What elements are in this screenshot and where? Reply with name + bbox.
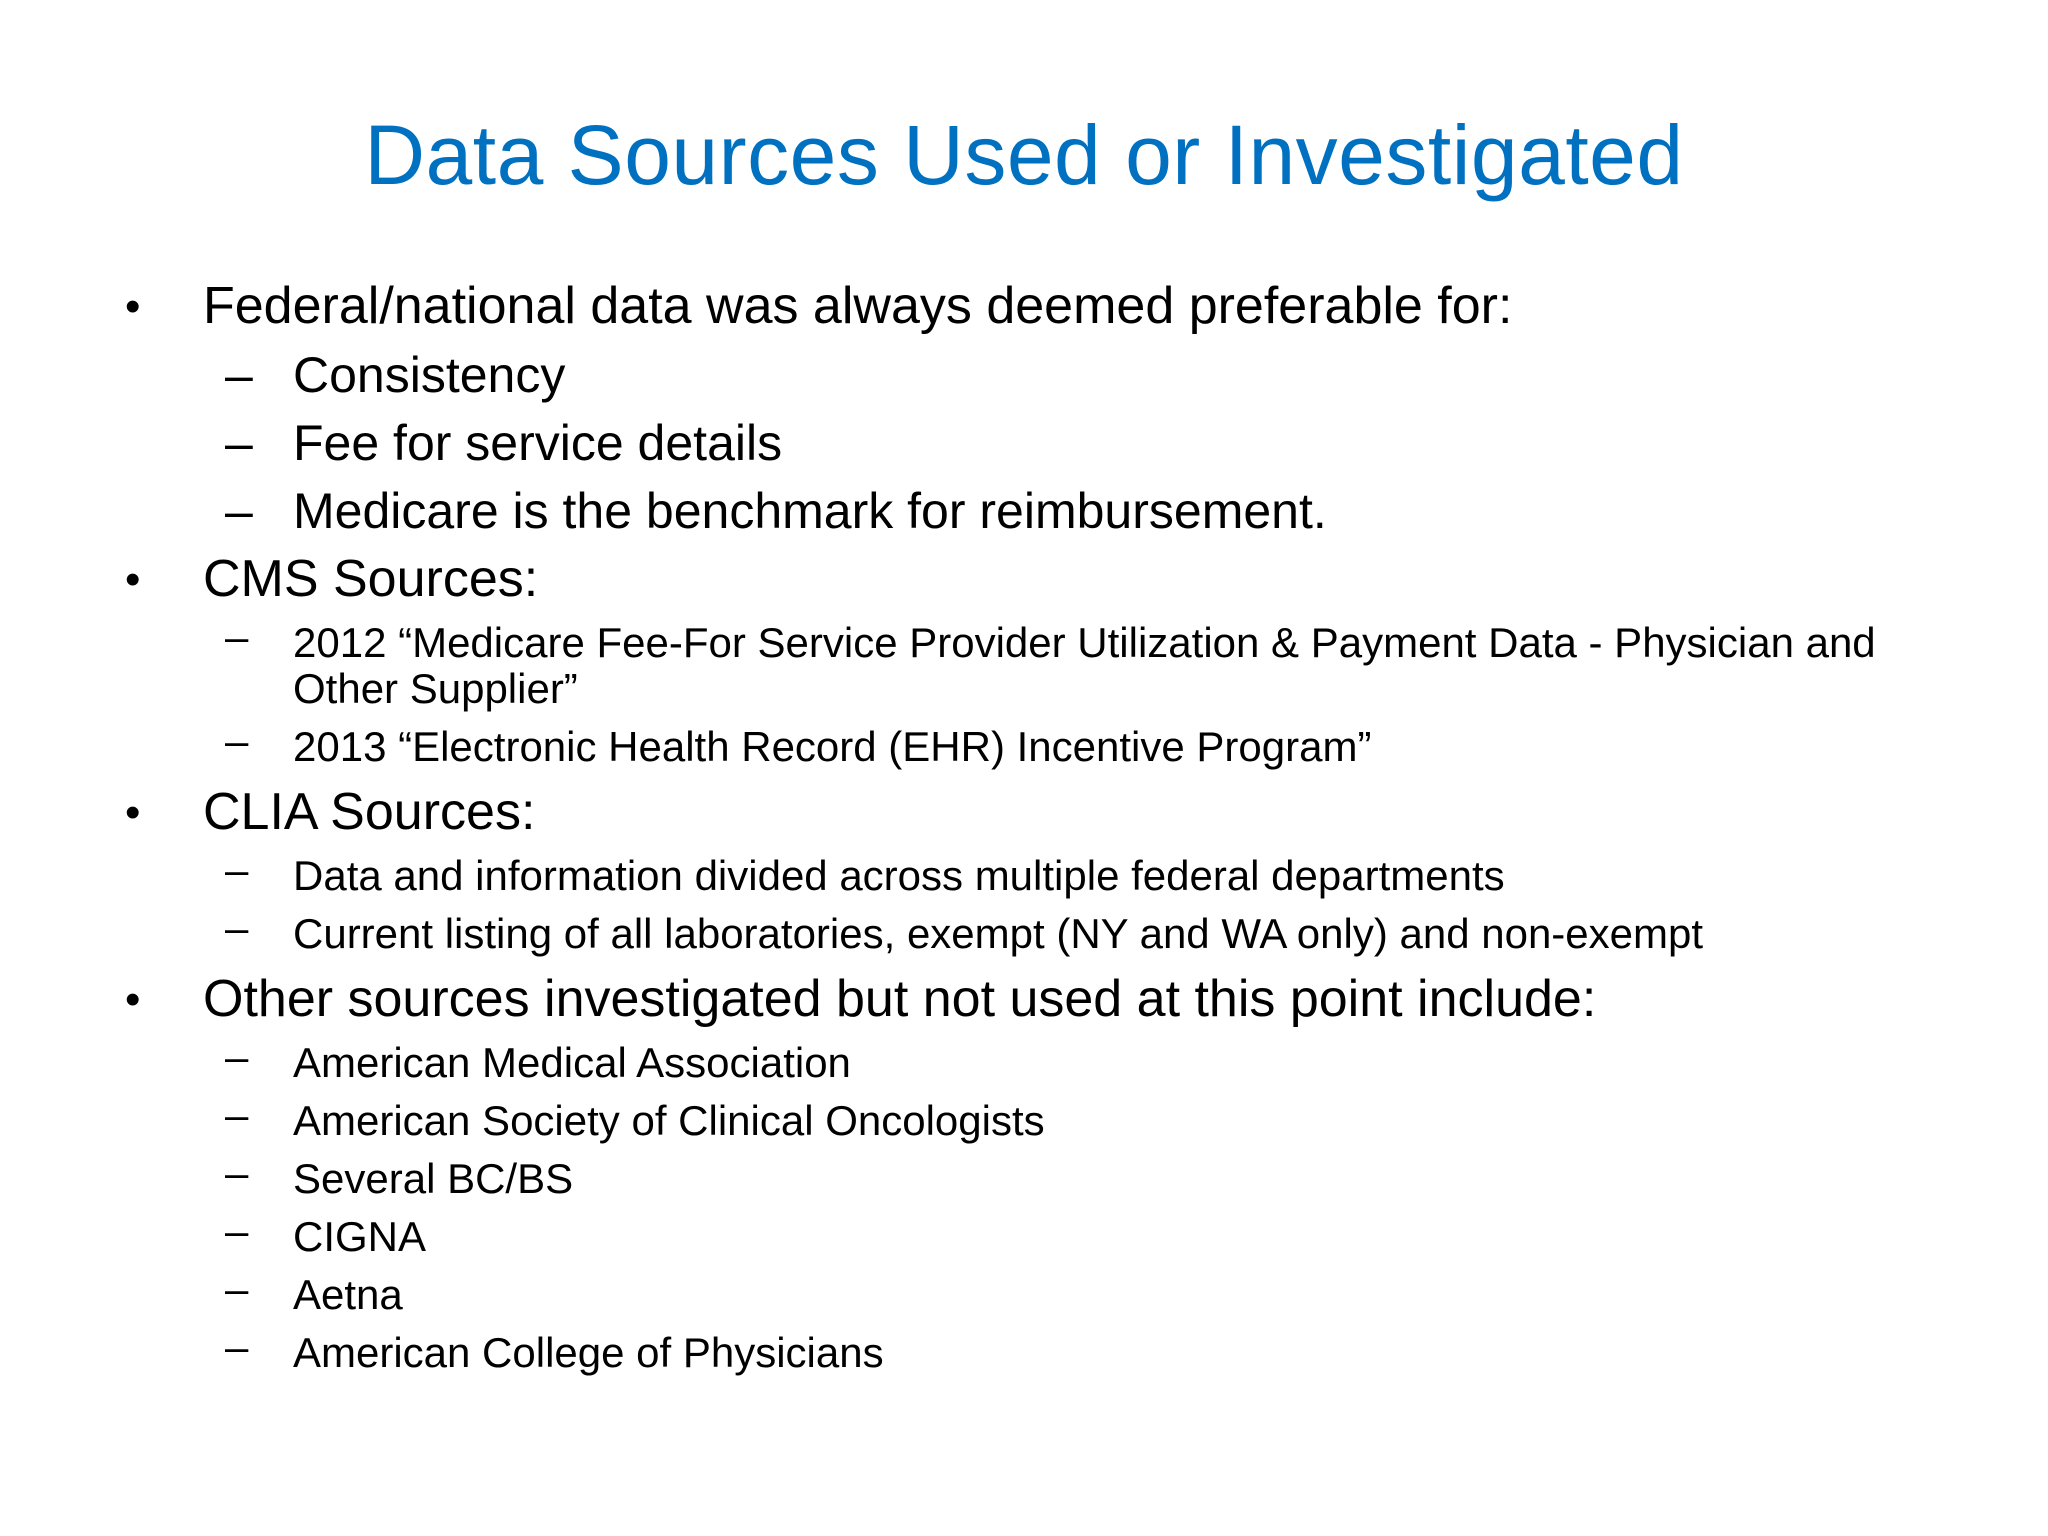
dash-icon: – [225,483,253,539]
sub-bullet-ama [125,1034,1915,1092]
bullet-text: Other sources investigated but not used at this point include: [203,970,1597,1028]
bullet-federal-national [125,272,1915,341]
dash-icon: – [225,717,249,764]
dash-icon: – [225,613,249,660]
bullet-clia-sources [125,778,1915,847]
sub-bullet-text: Medicare is the benchmark for reimbursement. [293,483,1327,539]
sub-bullet-cms-2012 [125,614,1915,718]
dash-icon: – [225,415,253,471]
sub-bullet-medicare-benchmark [125,477,1915,545]
sub-bullet-aetna [125,1266,1915,1324]
dash-icon: – [225,1323,249,1370]
dash-icon: – [225,904,249,951]
sub-bullet-text: American College of Physicians [293,1329,884,1376]
sub-bullet-text: 2013 “Electronic Health Record (EHR) Incentive Program” [293,723,1372,770]
sub-bullet-text: Data and information divided across multiple federal departments [293,852,1505,899]
sub-bullet-fee-for-service [125,409,1915,477]
dash-icon: – [225,1149,249,1196]
dash-icon: – [225,347,253,403]
bullet-text: CMS Sources: [203,550,539,608]
sub-bullet-asco [125,1092,1915,1150]
dash-icon: – [225,1207,249,1254]
slide-content [125,272,1915,1382]
bullet-icon: • [125,975,141,1024]
sub-bullet-text: Consistency [293,347,566,403]
sub-bullet-text: American Society of Clinical Oncologists [293,1097,1045,1144]
bullet-icon: • [125,282,141,331]
sub-bullet-text: Several BC/BS [293,1155,574,1202]
bullet-icon: • [125,555,141,604]
bullet-other-sources [125,965,1915,1034]
sub-bullet-clia-listing [125,905,1915,965]
sub-bullet-text: 2012 “Medicare Fee-For Service Provider Utilization & Payment Data - Physician and Other Supplier” [293,619,1876,712]
sub-bullet-cigna [125,1208,1915,1266]
sub-bullet-text: Current listing of all laboratories, exempt (NY and WA only) and non-exempt [293,910,1704,957]
bullet-text: Federal/national data was always deemed preferable for: [203,277,1513,335]
slide-title: Data Sources Used or Investigated [364,108,1684,202]
sub-bullet-text: American Medical Association [293,1039,851,1086]
sub-bullet-cms-2013 [125,718,1915,778]
sub-bullet-text: Fee for service details [293,415,783,471]
dash-icon: – [225,846,249,893]
sub-bullet-text: CIGNA [293,1213,427,1260]
bullet-cms-sources [125,545,1915,614]
dash-icon: – [225,1265,249,1312]
sub-bullet-consistency [125,341,1915,409]
sub-bullet-clia-divided [125,847,1915,905]
bullet-text: CLIA Sources: [203,783,536,841]
dash-icon: – [225,1091,249,1138]
sub-bullet-bcbs [125,1150,1915,1208]
dash-icon: – [225,1033,249,1080]
bullet-icon: • [125,788,141,837]
sub-bullet-acp [125,1324,1915,1382]
sub-bullet-text: Aetna [293,1271,403,1318]
